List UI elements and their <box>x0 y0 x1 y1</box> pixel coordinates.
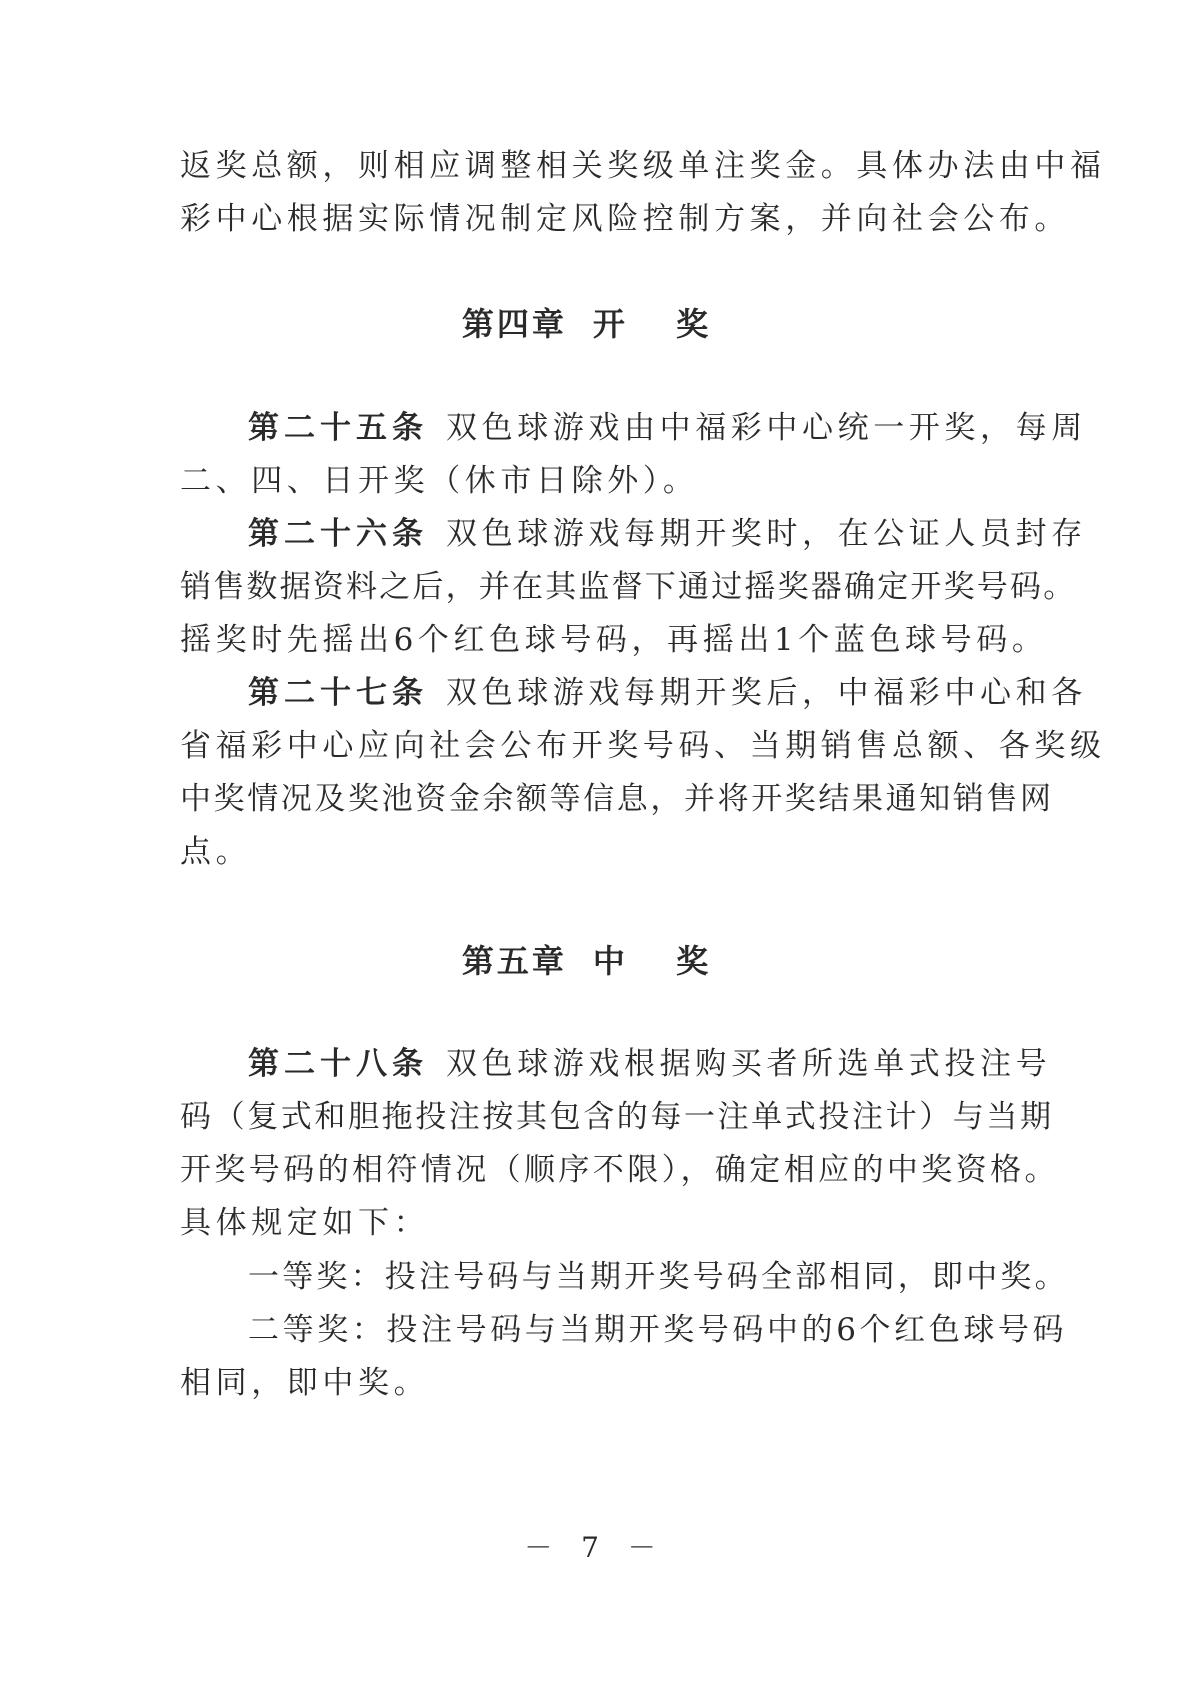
chapter-title: 中 奖 <box>592 942 729 980</box>
article-text: 双色球游戏根据购买者所选单式投注号 <box>446 1046 1052 1082</box>
prize-second-line: 二等奖：投注号码与当期开奖号码中的6个红色球号码 <box>248 1312 1068 1348</box>
paragraph-line: 返奖总额，则相应调整相关奖级单注奖金。具体办法由中福 <box>180 148 1106 184</box>
chapter-number: 第五章 <box>461 942 567 980</box>
paragraph-line: 省福彩中心应向社会公布开奖号码、当期销售总额、各奖级 <box>180 728 1106 764</box>
chapter-number: 第四章 <box>461 305 567 343</box>
article-first-line <box>248 408 1087 448</box>
paragraph-line: 开奖号码的相符情况（顺序不限），确定相应的中奖资格。 <box>180 1152 1059 1188</box>
article-number: 第二十八条 <box>248 1046 428 1082</box>
paragraph-line: 具体规定如下： <box>180 1205 430 1241</box>
chapter-heading <box>0 304 1190 344</box>
article-text: 双色球游戏每期开奖后，中福彩中心和各 <box>446 675 1087 711</box>
article-first-line <box>248 514 1087 554</box>
chapter-heading <box>0 941 1190 981</box>
paragraph-line: 点。 <box>180 834 252 870</box>
article-text: 双色球游戏每期开奖时，在公证人员封存 <box>446 516 1087 552</box>
paragraph-line: 彩中心根据实际情况制定风险控制方案，并向社会公布。 <box>180 201 1070 237</box>
chapter-title: 开 奖 <box>592 305 729 343</box>
article-number: 第二十七条 <box>248 675 428 711</box>
paragraph-line: 相同，即中奖。 <box>180 1365 430 1401</box>
article-first-line <box>248 673 1087 713</box>
paragraph-line: 中奖情况及奖池资金余额等信息，并将开奖结果通知销售网 <box>180 781 1054 817</box>
paragraph-line: 码（复式和胆拖投注按其包含的每一注单式投注计）与当期 <box>180 1099 1054 1135</box>
paragraph-line: 二、四、日开奖（休市日除外）。 <box>180 463 699 499</box>
paragraph-line: 销售数据资料之后，并在其监督下通过摇奖器确定开奖号码。 <box>180 569 1077 605</box>
page-number: － 7 － <box>524 1531 666 1564</box>
article-first-line <box>248 1044 1052 1084</box>
article-number: 第二十五条 <box>248 410 428 446</box>
paragraph-line: 摇奖时先摇出6个红色球号码，再摇出1个蓝色球号码。 <box>180 622 1048 658</box>
article-text: 双色球游戏由中福彩中心统一开奖，每周 <box>446 410 1087 446</box>
prize-first-line: 一等奖：投注号码与当期开奖号码全部相同，即中奖。 <box>248 1259 1069 1295</box>
article-number: 第二十六条 <box>248 516 428 552</box>
